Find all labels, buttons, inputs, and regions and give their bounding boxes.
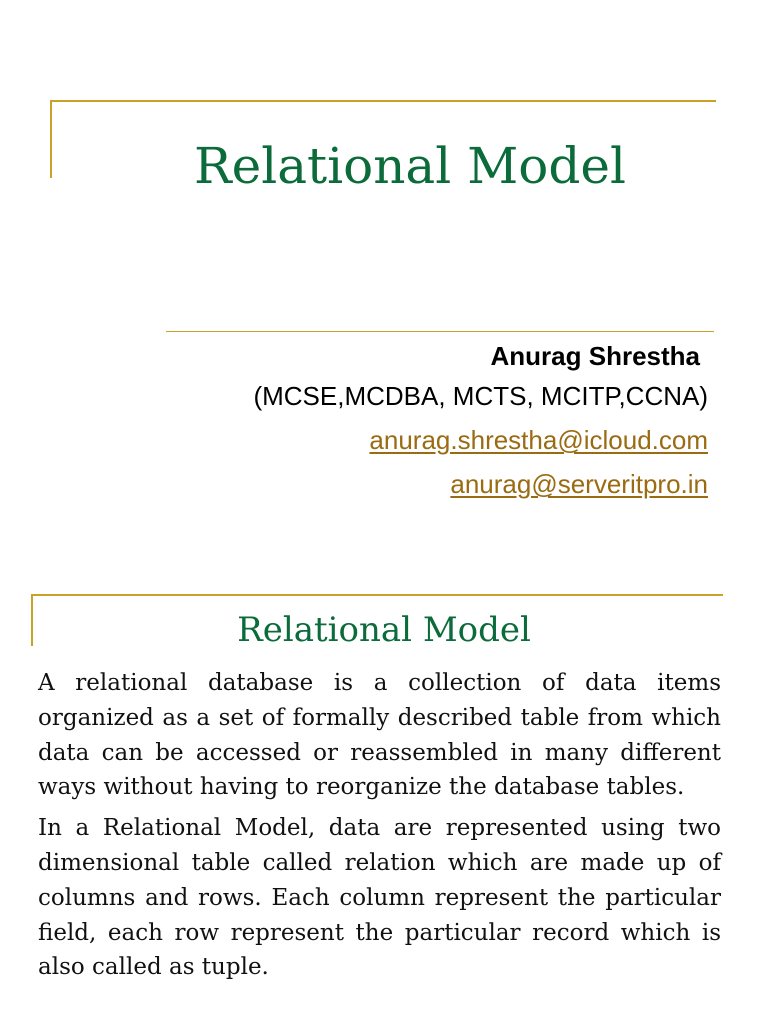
author-block	[148, 338, 708, 506]
author-divider	[166, 331, 714, 332]
slide2-top-rule	[31, 594, 723, 596]
author-name: Anurag Shrestha	[490, 341, 700, 371]
slide1-title: Relational Model	[193, 137, 626, 195]
slide2-body	[38, 666, 721, 991]
body-paragraph-1: A relational database is a collection of data items organized as a set of formally described table from which data can be accessed or reassembled in many different ways without having to reorganize the database tables.	[38, 670, 721, 801]
slide1-left-rule	[50, 100, 52, 178]
body-paragraph-2: In a Relational Model, data are represented using two dimensional table called relation which are made up of columns and rows. Each column represent the particular field, each row represent the particular record which is also called as tuple.	[38, 815, 721, 981]
slide2-title: Relational Model	[237, 610, 531, 650]
author-email-link-1[interactable]: anurag.shrestha@icloud.com	[369, 425, 708, 455]
slide1-top-rule	[50, 100, 716, 102]
author-credentials: (MCSE,MCDBA, MCTS, MCITP,CCNA)	[253, 381, 708, 411]
author-email-link-2[interactable]: anurag@serveritpro.in	[450, 469, 708, 499]
